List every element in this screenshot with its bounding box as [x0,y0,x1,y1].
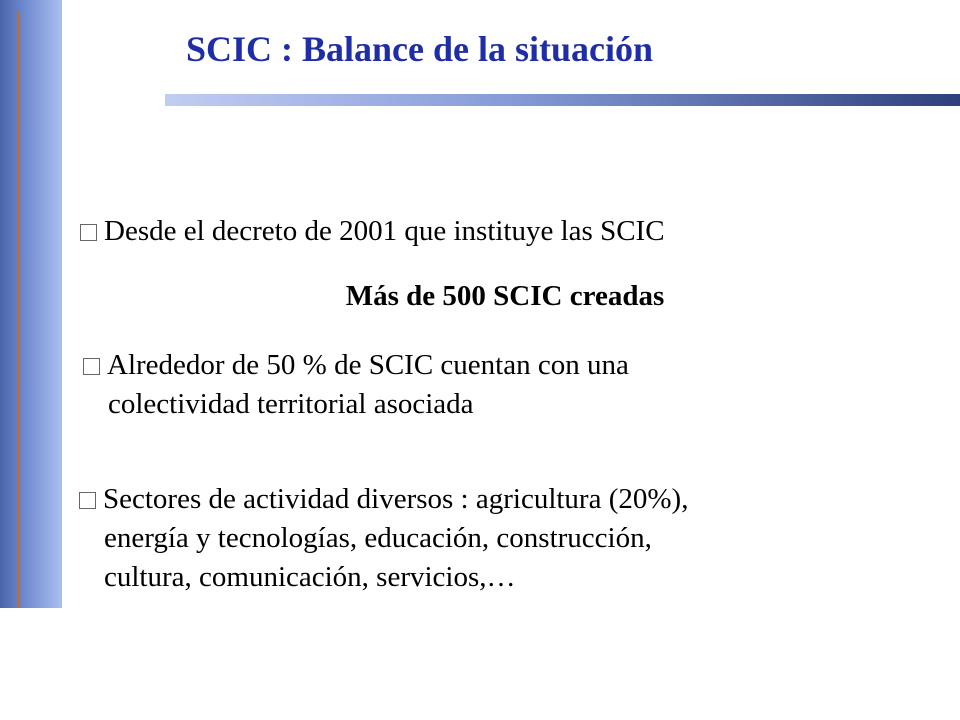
slide-title: SCIC : Balance de la situación [186,29,654,69]
bullet-text-line-2: colectividad territorial asociada [108,388,474,420]
bullet-text-line-1: Alrededor de 50 % de SCIC cuentan con una [107,349,629,381]
checkbox-bullet-icon [80,224,97,241]
highlight-statement: Más de 500 SCIC creadas [345,280,665,312]
checkbox-bullet-icon [79,492,96,509]
bullet-text: Desde el decreto de 2001 que instituye las SCIC [104,215,665,247]
bullet-item-territorial [83,346,629,424]
bullet-text-line-3: cultura, comunicación, servicios,… [104,561,516,593]
title-underline-bar [165,94,960,106]
bullet-item-decree [80,212,665,251]
checkbox-bullet-icon [83,358,100,375]
bullet-text-line-2: energía y tecnologías, educación, construcción, [104,522,652,554]
bullet-text-line-1: Sectores de actividad diversos : agricultura (20%), [103,483,689,515]
bullet-item-sectors [79,480,688,597]
